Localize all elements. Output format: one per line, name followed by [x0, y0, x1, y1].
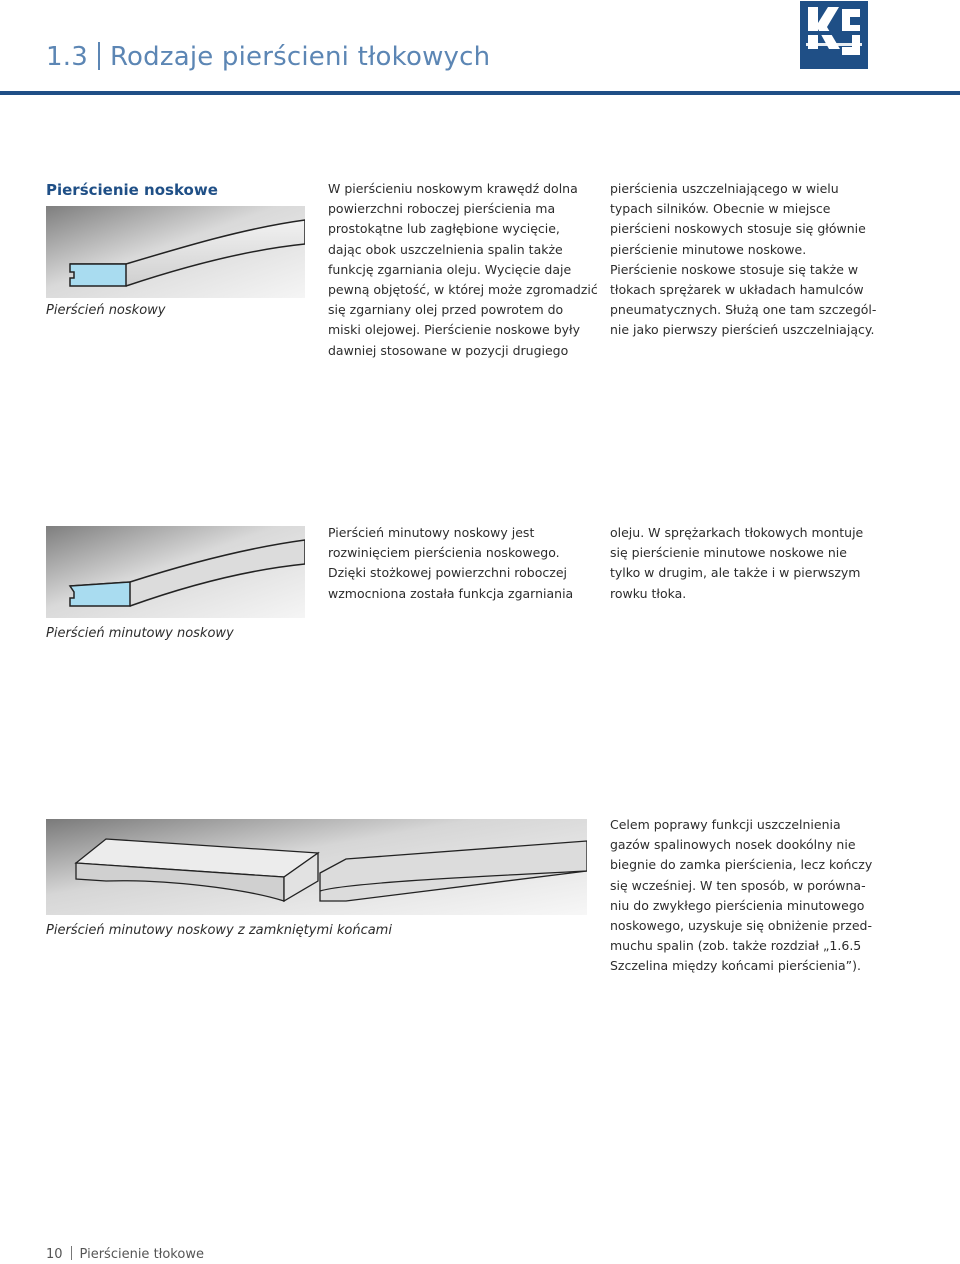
body-text-column-2	[610, 523, 890, 604]
title-divider	[98, 42, 100, 70]
section-number: 1.3	[46, 42, 88, 72]
minute-nose-ring-image	[46, 526, 305, 618]
text-line: noskowego, uzyskuje się obniżenie przed-	[610, 918, 872, 934]
text-line: pierścienia uszczelniającego w wielu	[610, 181, 839, 196]
text-line: tłokach sprężarek w układach hamulców	[610, 282, 864, 298]
figure-caption: Pierścień minutowy noskowy	[46, 626, 234, 641]
text-line: prostokątne lub zagłębione wycięcie,	[328, 221, 560, 237]
section-heading: Pierścienie noskowe	[46, 181, 218, 199]
text-line: tylko w drugim, ale także i w pierwszym	[610, 565, 861, 581]
text-line: wzmocniona została funkcja zgarniania	[328, 585, 574, 601]
text-line: Szczelina między końcami pierścienia”).	[610, 958, 862, 974]
text-line: Celem poprawy funkcji uszczelnienia	[610, 817, 841, 832]
text-line: Pierścienie noskowe stosuje się także w	[610, 261, 859, 277]
text-line: typach silników. Obecnie w miejsce	[610, 201, 831, 217]
text-line: W pierścieniu noskowym krawędź dolna	[328, 181, 578, 196]
text-line: miski olejowej. Pierścienie noskowe były	[328, 322, 580, 338]
text-line: niu do zwykłego pierścienia minutowego	[610, 897, 865, 913]
nose-ring-image	[46, 206, 305, 298]
body-text-column-1	[328, 179, 608, 361]
text-line: rowku tłoka.	[610, 585, 687, 601]
text-line: gazów spalinowych nosek dookólny nie	[610, 837, 856, 853]
text-line: biegnie do zamka pierścienia, lecz kończy	[610, 857, 873, 873]
body-text-column-2	[610, 815, 890, 977]
text-line: powierzchni roboczej pierścienia ma	[328, 201, 556, 217]
text-line: dawniej stosowane w pozycji drugiego	[328, 342, 569, 358]
header-rule	[0, 91, 960, 95]
text-line: rozwinięciem pierścienia noskowego.	[328, 545, 560, 561]
body-text-column-1	[328, 523, 608, 604]
figure-caption: Pierścień minutowy noskowy z zamkniętymi końcami	[46, 923, 392, 938]
text-line: Pierścień minutowy noskowy jest	[328, 525, 535, 540]
text-line: pierścieni noskowych stosuje się głównie	[610, 221, 866, 237]
footer-divider	[71, 1246, 72, 1260]
text-line: się zgarniany olej przed powrotem do	[328, 302, 564, 318]
text-line: oleju. W sprężarkach tłokowych montuje	[610, 525, 864, 540]
page-footer	[46, 1246, 204, 1262]
text-line: pneumatycznych. Służą one tam szczegól-	[610, 302, 877, 318]
text-line: funkcję zgarniania oleju. Wycięcie daje	[328, 261, 572, 277]
text-line: dając obok uszczelnienia spalin także	[328, 241, 563, 257]
text-line: nie jako pierwszy pierścień uszczelniający.	[610, 322, 875, 338]
closed-ends-ring-image	[46, 819, 587, 915]
text-line: muchu spalin (zob. także rozdział „1.6.5	[610, 938, 862, 954]
text-line: pewną objętość, w której może zgromadzić	[328, 282, 598, 298]
body-text-column-2	[610, 179, 890, 341]
ks-logo-icon	[800, 1, 868, 69]
text-line: się wcześniej. W ten sposób, w porówna-	[610, 877, 866, 893]
text-line: się pierścienie minutowe noskowe nie	[610, 545, 847, 561]
page-title	[46, 42, 490, 72]
page-number: 10	[46, 1247, 63, 1262]
footer-title: Pierścienie tłokowe	[79, 1247, 204, 1262]
section-title: Rodzaje pierścieni tłokowych	[109, 42, 491, 72]
text-line: Dzięki stożkowej powierzchni roboczej	[328, 565, 567, 581]
text-line: pierścienie minutowe noskowe.	[610, 241, 807, 257]
figure-caption: Pierścień noskowy	[46, 303, 166, 318]
